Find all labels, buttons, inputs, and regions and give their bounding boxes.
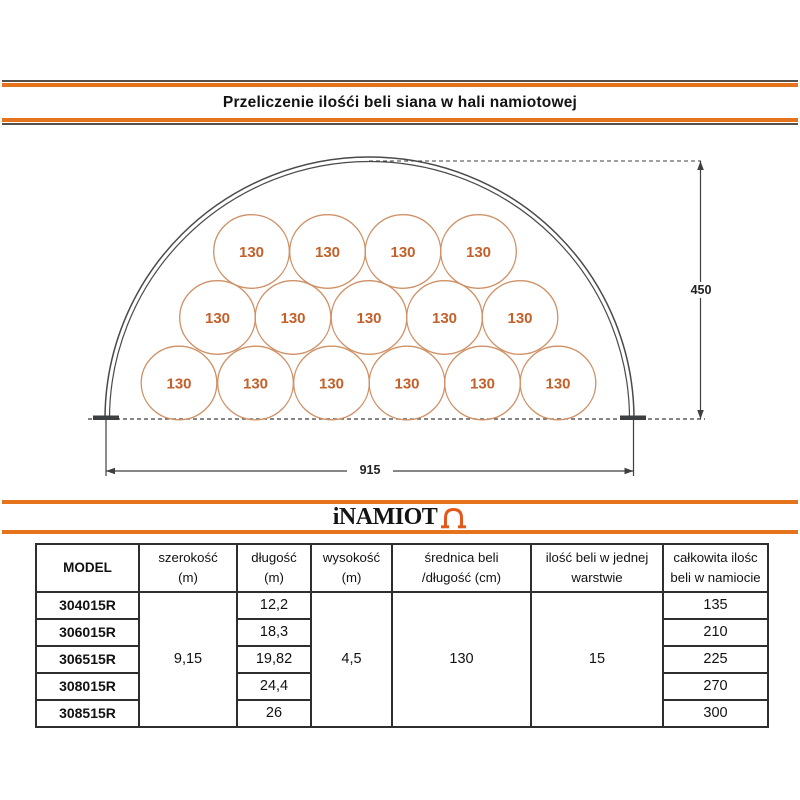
model-cell: 306015R <box>36 619 139 646</box>
model-cell: 304015R <box>36 592 139 619</box>
title-band <box>2 80 798 125</box>
height-merged-cell: 4,5 <box>311 592 392 727</box>
hay-bale-label: 130 <box>314 244 341 261</box>
length-cell: 12,2 <box>237 592 311 619</box>
total-cell: 270 <box>663 673 768 700</box>
arrowhead-left <box>106 468 115 474</box>
length-cell: 26 <box>237 700 311 727</box>
hay-bale-label: 130 <box>204 310 231 327</box>
col-header-height: wysokość (m) <box>311 544 392 592</box>
hay-bale-label: 130 <box>545 375 571 393</box>
total-cell: 210 <box>663 619 768 646</box>
tent-cross-section-diagram <box>0 138 800 498</box>
model-cell: 308515R <box>36 700 139 727</box>
tent-icon <box>440 505 467 530</box>
hay-bales-group <box>141 215 596 420</box>
spec-table <box>35 543 769 728</box>
hay-bale-label: 130 <box>431 310 458 327</box>
hay-bale-label: 130 <box>166 375 192 393</box>
arrowhead-down <box>697 410 704 419</box>
hay-bale-label: 130 <box>238 244 265 261</box>
height-dimension-label: 450 <box>683 282 719 298</box>
divider-line <box>2 123 798 125</box>
table-row <box>36 592 768 619</box>
length-cell: 24,4 <box>237 673 311 700</box>
total-cell: 225 <box>663 646 768 673</box>
logo-text: iNAMIOT <box>332 504 438 530</box>
total-cell: 135 <box>663 592 768 619</box>
col-header-bales-per-layer: ilość beli w jednej warstwie <box>531 544 663 592</box>
hay-bale-label: 130 <box>469 375 496 393</box>
hay-bale-label: 130 <box>390 244 416 261</box>
col-header-length: długość (m) <box>237 544 311 592</box>
hay-bale-label: 130 <box>318 375 345 393</box>
orange-stripe <box>2 118 798 122</box>
total-cell: 300 <box>663 700 768 727</box>
model-cell: 308015R <box>36 673 139 700</box>
logo-band <box>2 500 798 534</box>
model-cell: 306515R <box>36 646 139 673</box>
col-header-bale-diameter: średnica beli /długość (cm) <box>392 544 531 592</box>
col-header-width: szerokość (m) <box>139 544 237 592</box>
diameter-merged-cell: 130 <box>392 592 531 727</box>
hay-bale-label: 130 <box>465 244 492 261</box>
width-merged-cell: 9,15 <box>139 592 237 727</box>
hay-bale-label: 130 <box>394 375 420 393</box>
hay-bale-label: 130 <box>242 375 269 393</box>
table-header-row <box>36 544 768 592</box>
hay-bale-label: 130 <box>280 310 306 327</box>
width-dimension-label: 915 <box>347 462 393 478</box>
arrowhead-right <box>625 468 634 474</box>
logo <box>2 504 798 530</box>
orange-stripe <box>2 83 798 87</box>
divider-line <box>2 80 798 82</box>
arrowhead-up <box>697 161 704 170</box>
hay-bale-label: 130 <box>356 310 382 327</box>
page-title: Przeliczenie ilośći beli siana w hali namiotowej <box>222 94 578 111</box>
hay-bale-label: 130 <box>507 310 533 327</box>
per-layer-merged-cell: 15 <box>531 592 663 727</box>
orange-stripe <box>2 530 798 534</box>
col-header-total-bales: całkowita ilośc beli w namiocie <box>663 544 768 592</box>
length-cell: 18,3 <box>237 619 311 646</box>
length-cell: 19,82 <box>237 646 311 673</box>
col-header-model: MODEL <box>36 544 139 592</box>
